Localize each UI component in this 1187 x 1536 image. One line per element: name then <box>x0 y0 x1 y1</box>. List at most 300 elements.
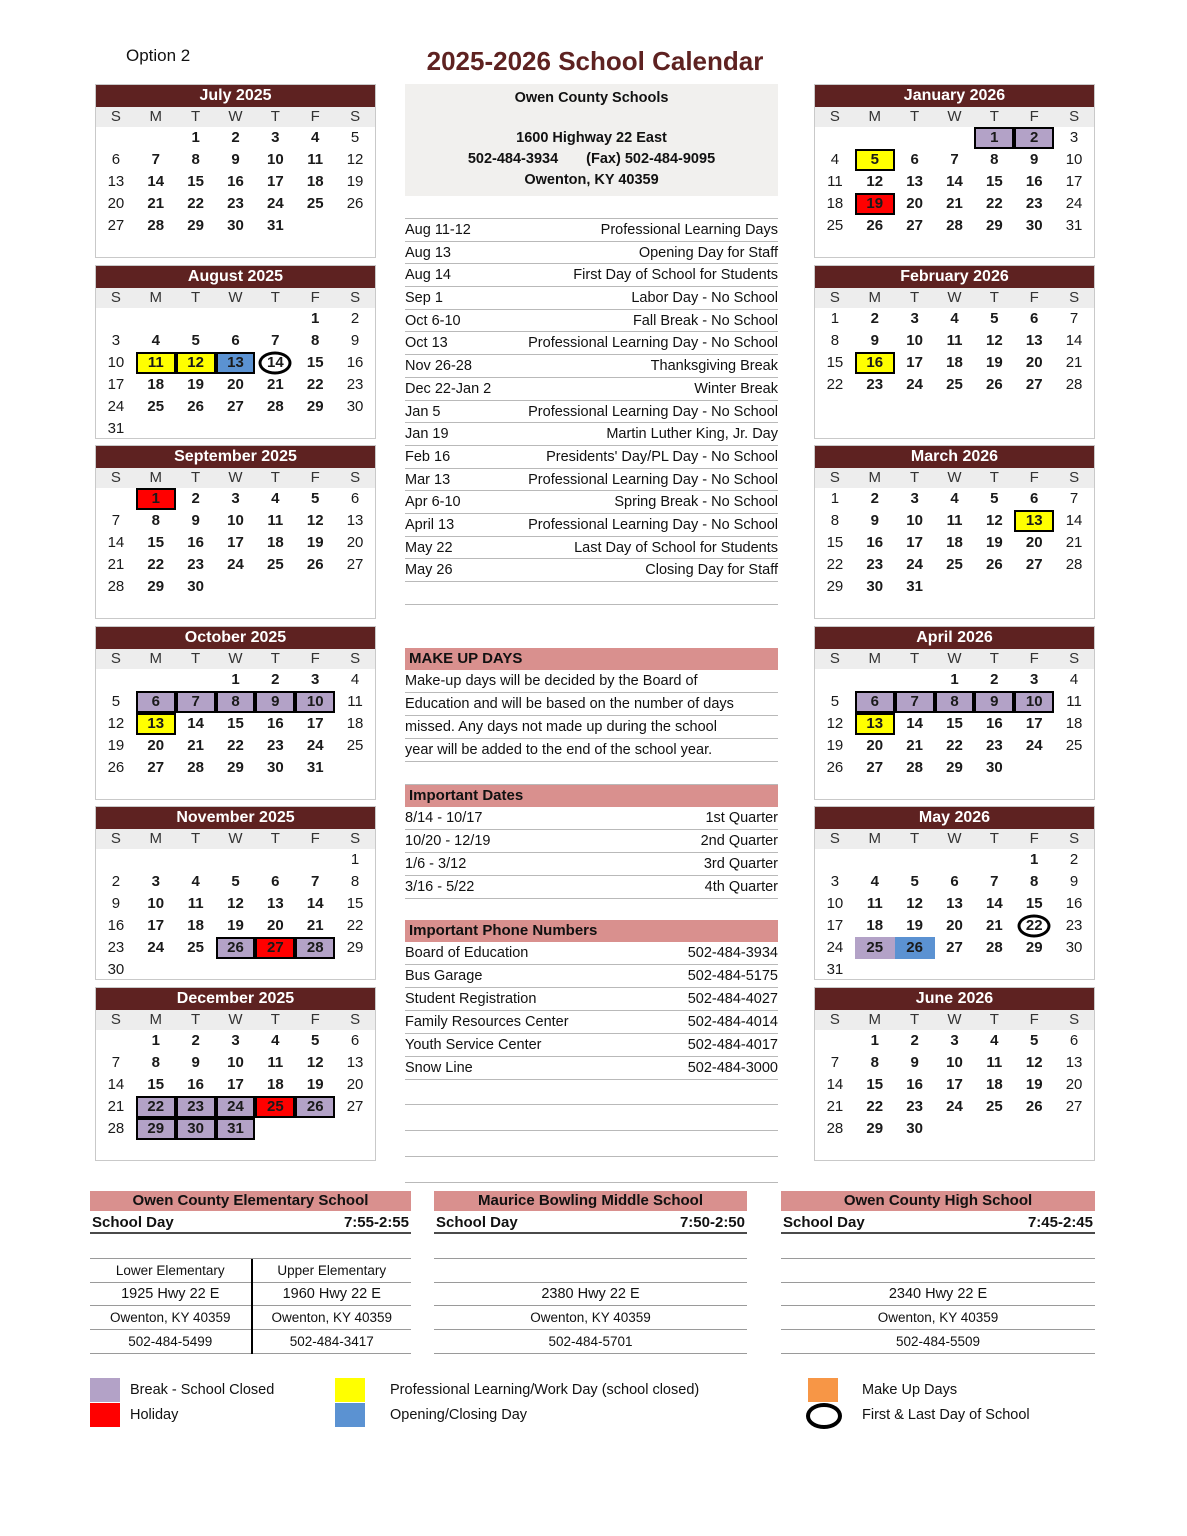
week-row <box>96 1096 375 1118</box>
key-date-row <box>405 219 778 242</box>
day-cell: 8 <box>935 691 975 713</box>
day-cell: 7 <box>151 151 160 168</box>
day-cell: 16 <box>107 917 125 934</box>
day-cell <box>96 308 136 330</box>
dow-label: W <box>947 1010 962 1028</box>
schools-section <box>0 1191 1187 1363</box>
day-cell: 26 <box>826 758 844 776</box>
day-cell: 17 <box>227 534 244 551</box>
day-cell: 25 <box>946 556 963 573</box>
day-cell: 7 <box>111 512 121 529</box>
day-cell: 24 <box>1025 736 1043 754</box>
school-column-title: Lower Elementary <box>90 1259 251 1283</box>
day-cell <box>216 959 256 981</box>
day-cell: 18 <box>147 375 165 393</box>
key-date-date: Dec 22-Jan 2 <box>405 380 492 397</box>
day-cell: 18 <box>267 534 284 551</box>
key-date-row <box>405 355 778 378</box>
important-date-row <box>405 830 778 853</box>
dow-label: S <box>110 1010 121 1028</box>
school-phone: 502-484-5701 <box>434 1330 747 1354</box>
day-cell: 19 <box>346 173 364 190</box>
day-of-week-row <box>96 649 375 669</box>
day-cell: 1 <box>231 670 240 688</box>
day-cell: 12 <box>986 331 1003 349</box>
school-city: Owenton, KY 40359 <box>781 1306 1095 1330</box>
key-dates-list <box>405 218 778 605</box>
day-cell: 11 <box>267 512 284 529</box>
day-cell: 7 <box>271 331 280 349</box>
phone-name: Bus Garage <box>405 968 483 984</box>
week-row <box>96 149 375 171</box>
day-cell: 29 <box>946 758 963 776</box>
day-cell: 21 <box>306 917 324 934</box>
district-phone: 502-484-3934 <box>467 151 559 167</box>
day-cell: 12 <box>306 512 324 529</box>
phone-name: Snow Line <box>405 1060 473 1076</box>
day-of-week-row <box>815 1010 1094 1030</box>
page-title: 2025-2026 School Calendar <box>426 46 764 76</box>
day-cell: 26 <box>187 397 204 415</box>
day-cell: 5 <box>191 331 200 349</box>
day-cell: 4 <box>350 670 360 688</box>
dow-label: S <box>350 1010 361 1028</box>
school-day-label: School Day <box>436 1214 518 1231</box>
day-cell: 31 <box>107 419 125 437</box>
make-up-days-text-line: year will be added to the end of the school year. <box>405 739 778 762</box>
week-row <box>96 330 375 352</box>
day-cell: 9 <box>191 512 200 529</box>
day-cell: 22 <box>136 1096 176 1118</box>
day-cell: 10 <box>107 353 125 371</box>
school-day-hours: 7:45-2:45 <box>1027 1214 1093 1231</box>
dow-label: W <box>228 830 243 847</box>
day-cell: 20 <box>866 736 884 754</box>
day-cell: 20 <box>346 534 364 551</box>
day-cell <box>295 418 335 440</box>
week-row <box>96 352 375 374</box>
day-cell: 1 <box>974 127 1014 149</box>
day-cell: 10 <box>946 1053 963 1071</box>
day-cell <box>176 308 216 330</box>
dow-label: T <box>270 469 280 486</box>
day-cell: 8 <box>350 873 360 890</box>
day-cell <box>974 959 1014 981</box>
day-cell <box>255 308 295 330</box>
day-cell: 6 <box>855 691 895 713</box>
key-date-desc: Labor Day - No School <box>631 290 778 307</box>
dow-label: W <box>228 1010 243 1028</box>
day-cell: 21 <box>986 917 1003 934</box>
week-row <box>815 330 1094 352</box>
key-date-date: Mar 13 <box>405 471 451 488</box>
dow-label: F <box>1029 1010 1039 1028</box>
day-cell: 29 <box>227 758 244 776</box>
day-cell: 14 <box>107 534 125 551</box>
key-date-row <box>405 423 778 446</box>
day-cell <box>295 215 335 237</box>
day-cell: 11 <box>347 692 363 710</box>
day-cell: 27 <box>255 937 295 959</box>
dow-label: M <box>149 649 163 667</box>
day-cell: 27 <box>346 1097 364 1115</box>
important-dates-section <box>405 785 778 899</box>
make-up-days-header: MAKE UP DAYS <box>405 648 778 670</box>
day-cell: 30 <box>1065 939 1083 956</box>
day-cell <box>295 576 335 598</box>
day-cell: 25 <box>267 556 284 573</box>
week-row <box>815 171 1094 193</box>
day-cell <box>96 488 136 510</box>
day-cell: 3 <box>950 1031 959 1049</box>
phone-name: Youth Service Center <box>405 1037 542 1053</box>
day-cell: 5 <box>855 149 895 171</box>
day-cell: 8 <box>1030 873 1039 890</box>
day-cell: 6 <box>910 151 919 168</box>
day-cell: 8 <box>311 331 320 349</box>
day-cell: 30 <box>866 578 884 595</box>
key-date-desc: Presidents' Day/PL Day - No School <box>546 448 778 465</box>
day-cell: 23 <box>227 195 244 212</box>
day-cell <box>216 849 256 871</box>
day-cell: 5 <box>311 1031 320 1049</box>
day-cell <box>136 308 176 330</box>
day-cell: 25 <box>346 736 364 754</box>
day-cell: 4 <box>990 1031 999 1049</box>
week-row <box>96 915 375 937</box>
day-cell: 29 <box>147 578 165 595</box>
day-cell: 28 <box>295 937 335 959</box>
day-cell: 17 <box>107 375 125 393</box>
dow-label: S <box>829 1010 840 1028</box>
week-row <box>96 959 375 981</box>
day-cell: 24 <box>107 397 125 415</box>
month-december-2025 <box>95 987 376 1161</box>
day-cell: 23 <box>346 375 364 393</box>
phone-number-row <box>405 1057 778 1080</box>
dow-label: T <box>910 1010 920 1028</box>
day-cell: 11 <box>136 352 176 374</box>
day-cell: 20 <box>107 195 125 212</box>
day-cell: 18 <box>866 917 884 934</box>
dow-label: W <box>228 288 243 306</box>
week-row <box>96 510 375 532</box>
district-city: Owenton, KY 40359 <box>524 172 659 188</box>
phone-value: 502-484-4017 <box>687 1037 778 1053</box>
day-cell: 17 <box>906 353 923 371</box>
day-cell: 17 <box>1065 173 1083 190</box>
day-cell: 26 <box>1025 1097 1043 1115</box>
day-cell: 1 <box>1030 851 1039 868</box>
key-date-desc: Thanksgiving Break <box>650 358 778 375</box>
dow-label: S <box>1069 1010 1080 1028</box>
day-cell: 24 <box>906 556 923 573</box>
week-row <box>815 532 1094 554</box>
day-cell: 27 <box>346 556 364 573</box>
day-cell <box>295 849 335 871</box>
key-date-row <box>405 287 778 310</box>
phone-value: 502-484-4014 <box>687 1014 778 1030</box>
quarter-label: 2nd Quarter <box>700 833 778 849</box>
day-cell: 19 <box>1025 1075 1043 1093</box>
day-cell <box>255 576 295 598</box>
key-date-row <box>405 537 778 560</box>
quarter-range: 1/6 - 3/12 <box>405 856 467 872</box>
day-cell <box>255 959 295 981</box>
phone-numbers-section <box>405 920 778 1080</box>
day-cell <box>935 959 975 981</box>
phone-value: 502-484-3000 <box>687 1060 778 1076</box>
dow-label: W <box>228 469 243 486</box>
day-cell: 29 <box>187 217 204 234</box>
school-owen-county-high-school <box>781 1191 1095 1361</box>
day-cell: 23 <box>906 1097 923 1115</box>
day-cell: 8 <box>830 512 840 529</box>
school-day-label: School Day <box>92 1214 174 1231</box>
week-row <box>96 937 375 959</box>
day-cell: 9 <box>870 331 879 349</box>
day-cell: 30 <box>187 578 204 595</box>
day-cell: 19 <box>855 193 895 215</box>
day-cell <box>216 418 256 440</box>
month-april-2026 <box>814 626 1095 800</box>
dow-label: M <box>868 288 882 306</box>
key-date-empty-row <box>405 582 778 605</box>
week-row <box>96 735 375 757</box>
dow-label: S <box>1069 288 1080 306</box>
day-cell <box>974 576 1014 598</box>
day-cell: 26 <box>986 556 1003 573</box>
legend-label: Make Up Days <box>862 1382 958 1398</box>
key-date-row <box>405 264 778 287</box>
day-cell: 1 <box>870 1031 879 1049</box>
day-cell: 1 <box>350 851 360 868</box>
key-date-row <box>405 559 778 582</box>
day-cell: 19 <box>906 917 923 934</box>
day-cell: 2 <box>1014 127 1054 149</box>
legend-swatch-purple <box>90 1378 120 1402</box>
school-column <box>251 1259 412 1354</box>
school-maurice-bowling-middle-school <box>434 1191 747 1361</box>
day-cell: 19 <box>306 1075 324 1093</box>
week-row <box>815 127 1094 149</box>
day-cell: 2 <box>271 670 280 688</box>
day-cell: 2 <box>350 309 360 327</box>
day-cell: 5 <box>311 490 320 507</box>
day-cell: 4 <box>950 490 959 507</box>
day-cell <box>255 418 295 440</box>
day-cell: 12 <box>346 151 364 168</box>
key-date-desc: First Day of School for Students <box>573 267 778 284</box>
key-date-row <box>405 514 778 537</box>
key-date-date: Nov 26-28 <box>405 358 472 375</box>
day-cell: 9 <box>974 691 1014 713</box>
day-cell: 8 <box>216 691 256 713</box>
day-cell: 22 <box>826 556 844 573</box>
week-row <box>96 193 375 215</box>
day-cell: 15 <box>187 173 204 190</box>
day-of-week-row <box>815 649 1094 669</box>
school-phone: 502-484-5499 <box>90 1330 251 1354</box>
day-cell: 19 <box>826 736 844 754</box>
important-date-row <box>405 853 778 876</box>
day-cell: 6 <box>1030 490 1039 507</box>
day-of-week-row <box>96 468 375 488</box>
day-cell: 19 <box>986 534 1003 551</box>
day-cell: 30 <box>346 397 364 415</box>
day-cell: 28 <box>986 939 1003 956</box>
day-cell: 12 <box>1025 1053 1043 1071</box>
day-cell <box>335 418 375 440</box>
day-cell: 26 <box>866 217 884 234</box>
important-dates-header: Important Dates <box>405 785 778 807</box>
dow-label: T <box>191 649 201 667</box>
make-up-days-text-line: Education and will be based on the number of days <box>405 693 778 716</box>
make-up-days-text-line: missed. Any days not made up during the school <box>405 716 778 739</box>
key-date-date: Oct 13 <box>405 335 448 352</box>
key-date-date: Feb 16 <box>405 448 451 465</box>
dow-label: T <box>989 649 999 667</box>
day-cell: 20 <box>227 375 244 393</box>
key-date-desc: Professional Learning Day - No School <box>528 403 778 420</box>
day-of-week-row <box>815 829 1094 849</box>
week-row <box>96 127 375 149</box>
day-cell: 25 <box>986 1097 1003 1115</box>
day-cell: 5 <box>1030 1031 1039 1049</box>
dow-label: S <box>829 649 840 667</box>
blank-ruled-line <box>405 1105 778 1131</box>
day-of-week-row <box>815 288 1094 308</box>
school-phone: 502-484-5509 <box>781 1330 1095 1354</box>
day-cell <box>1054 757 1094 779</box>
day-cell: 28 <box>107 1119 125 1137</box>
dow-label: T <box>910 469 920 486</box>
dow-label: W <box>947 649 962 667</box>
day-cell: 15 <box>227 714 244 732</box>
week-row <box>815 488 1094 510</box>
day-cell: 23 <box>176 1096 216 1118</box>
quarter-range: 8/14 - 10/17 <box>405 810 483 826</box>
day-cell: 16 <box>227 173 244 190</box>
week-row <box>815 308 1094 330</box>
week-row <box>96 215 375 237</box>
day-cell: 4 <box>191 873 200 890</box>
week-row <box>815 713 1094 735</box>
key-date-date: Sep 1 <box>405 290 443 307</box>
week-row <box>815 1074 1094 1096</box>
day-cell: 3 <box>1030 670 1039 688</box>
day-cell: 23 <box>267 736 284 754</box>
day-cell: 27 <box>906 217 923 234</box>
day-cell: 19 <box>187 375 204 393</box>
day-cell: 4 <box>870 873 879 890</box>
day-cell: 22 <box>986 195 1003 212</box>
day-cell <box>895 127 935 149</box>
key-date-row <box>405 310 778 333</box>
dow-label: F <box>310 469 320 486</box>
day-cell <box>1014 576 1054 598</box>
day-cell: 30 <box>107 961 125 978</box>
dow-label: S <box>110 288 121 306</box>
day-cell: 28 <box>1065 375 1083 393</box>
day-cell <box>96 1030 136 1052</box>
week-row <box>815 937 1094 959</box>
key-date-row <box>405 469 778 492</box>
day-cell: 31 <box>216 1118 256 1140</box>
school-address: 2340 Hwy 22 E <box>781 1283 1095 1307</box>
day-cell: 1 <box>151 1031 160 1049</box>
day-cell: 24 <box>906 375 923 393</box>
month-september-2025 <box>95 445 376 619</box>
day-cell: 1 <box>191 129 200 146</box>
day-cell: 28 <box>906 758 923 776</box>
day-cell: 3 <box>830 873 840 890</box>
day-cell: 19 <box>986 353 1003 371</box>
key-date-desc: Opening Day for Staff <box>638 244 778 261</box>
week-row <box>96 374 375 396</box>
day-cell: 13 <box>216 352 256 374</box>
day-cell: 1 <box>830 490 840 507</box>
week-row <box>815 193 1094 215</box>
dow-label: T <box>191 288 201 306</box>
day-cell <box>815 1030 855 1052</box>
day-cell: 30 <box>176 1118 216 1140</box>
dow-label: S <box>829 469 840 486</box>
key-date-date: May 22 <box>405 539 453 556</box>
day-cell: 3 <box>910 309 919 327</box>
school-day-row <box>434 1211 747 1234</box>
day-cell: 16 <box>866 534 884 551</box>
day-cell: 26 <box>107 758 125 776</box>
day-cell: 6 <box>231 331 240 349</box>
week-row <box>815 893 1094 915</box>
day-cell: 6 <box>950 873 959 890</box>
day-cell: 1 <box>311 309 320 327</box>
day-cell <box>335 959 375 981</box>
key-date-row <box>405 378 778 401</box>
day-cell: 18 <box>1065 714 1083 732</box>
day-cell: 26 <box>895 937 935 959</box>
dow-label: T <box>191 1010 201 1028</box>
day-cell: 12 <box>906 895 923 912</box>
make-up-days-empty-line <box>405 762 778 785</box>
day-cell: 4 <box>311 129 320 146</box>
week-row <box>815 374 1094 396</box>
first-last-day-circle <box>1018 915 1051 938</box>
day-cell: 11 <box>267 1053 284 1071</box>
day-cell: 10 <box>267 151 284 168</box>
day-cell: 20 <box>267 917 284 934</box>
blank-ruled-line <box>405 1131 778 1157</box>
day-cell <box>96 849 136 871</box>
day-cell <box>176 849 216 871</box>
day-cell: 22 <box>1014 915 1054 937</box>
day-cell <box>216 576 256 598</box>
dow-label: T <box>270 649 280 667</box>
day-cell: 21 <box>107 556 125 573</box>
day-cell: 17 <box>826 917 844 934</box>
day-cell: 3 <box>1069 129 1079 146</box>
day-cell: 28 <box>147 217 165 234</box>
legend-swatch-yellow <box>335 1378 365 1402</box>
day-cell: 5 <box>910 873 919 890</box>
day-cell: 6 <box>350 490 360 507</box>
phone-number-row <box>405 988 778 1011</box>
option-label: Option 2 <box>126 46 191 65</box>
day-cell: 31 <box>1065 217 1083 234</box>
dow-label: W <box>228 108 243 125</box>
phone-numbers-rows <box>405 942 778 1080</box>
